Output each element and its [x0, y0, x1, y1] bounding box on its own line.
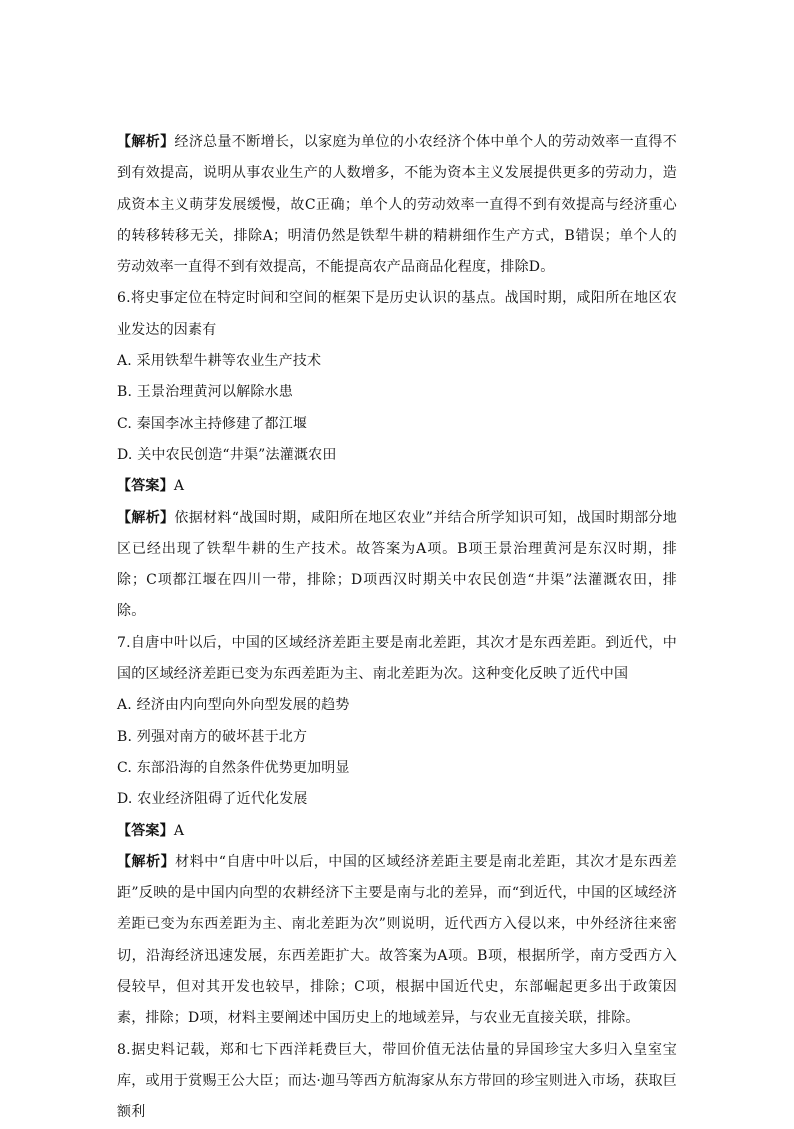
question-6-option-a: A. 采用铁犁牛耕等农业生产技术 [117, 353, 322, 370]
document-body [117, 127, 677, 1129]
answer-label: 【答案】 [117, 822, 174, 839]
explanation-label: 【解析】 [117, 134, 175, 150]
answer-value: A [173, 822, 185, 839]
question-7-option-c: C. 东部沿海的自然条件优势更加明显 [117, 759, 350, 776]
explanation-text: 依据材料“战国时期，咸阳所在地区农业”并结合所学知识可知，战国时期部分地区已经出现了铁犁牛耕的生产技术。故答案为A项。B项王景治理黄河是东汉时期，排除；C项都江堰在四川一带，排除；D项西汉时期关中农民创造“井渠”法灌溉农田，排除。 [117, 509, 677, 620]
question-7-stem: 7.自唐中叶以后，中国的区域经济差距主要是南北差距，其次才是东西差距。到近代，中国的区域经济差距已变为东西差距为主、南北差距为次。这种变化反映了近代中国 [117, 634, 677, 683]
explanation-label: 【解析】 [117, 853, 176, 870]
answer-value: A [173, 478, 185, 495]
question-7-option-b: B. 列强对南方的破坏甚于北方 [117, 728, 308, 745]
question-6-answer [117, 471, 677, 502]
question-6-option-b: B. 王景治理黄河以解除水患 [117, 384, 293, 401]
question-6-option-c: C. 秦国李冰主持修建了都江堰 [117, 415, 308, 432]
answer-label: 【答案】 [117, 478, 174, 495]
explanation-text: 经济总量不断增长，以家庭为单位的小农经济个体中单个人的劳动效率一直得不到有效提高，说明从事农业生产的人数增多，不能为资本主义发展提供更多的劳动力，造成资本主义萌芽发展缓慢，故C正确；单个人的劳动效率一直得不到有效提高与经济重心的转移转移无关，排除A；明清仍然是铁犁牛耕的精耕细作生产方式，B错误；单个人的劳动效率一直得不到有效提高，不能提高农产品商品化程度，排除D。 [117, 134, 677, 276]
question-6-option-d: D. 关中农民创造“井渠”法灌溉农田 [117, 446, 337, 463]
question-7-explanation [117, 847, 677, 1035]
question-7-answer [117, 816, 677, 847]
explanation-label: 【解析】 [117, 509, 175, 526]
question-6-stem: 6.将史事定位在特定时间和空间的框架下是历史认识的基点。战国时期，咸阳所在地区农业发达的因素有 [117, 290, 677, 338]
question-7-option-a: A. 经济由内向型向外向型发展的趋势 [117, 697, 350, 714]
question-7-option-d: D. 农业经济阻碍了近代化发展 [117, 791, 308, 808]
question-8-stem: 8.据史料记载，郑和七下西洋耗费巨大，带回价值无法估量的异国珍宝大多归入皇室宝库，或用于赏赐王公大臣；而达·迦马等西方航海家从东方带回的珍宝则进入市场，获取巨额利 [117, 1041, 677, 1121]
question-6-explanation [117, 503, 677, 628]
explanation-text: 材料中“自唐中叶以后，中国的区域经济差距主要是南北差距，其次才是东西差距”反映的是中国内向型的农耕经济下主要是南与北的差异，而“到近代，中国的区域经济差距已变为东西差距为主、南北差距为次”则说明，近代西方入侵以来，中外经济往来密切，沿海经济迅速发展，东西差距扩大。故答案为A项。B项，根据所学，南方受西方入侵较早，但对其开发也较早，排除；C项，根据中国近代史，东部崛起更多出于政策因素，排除；D项，材料主要阐述中国历史上的地域差异，与农业无直接关联，排除。 [117, 853, 677, 1027]
explanation-paragraph [117, 127, 677, 283]
